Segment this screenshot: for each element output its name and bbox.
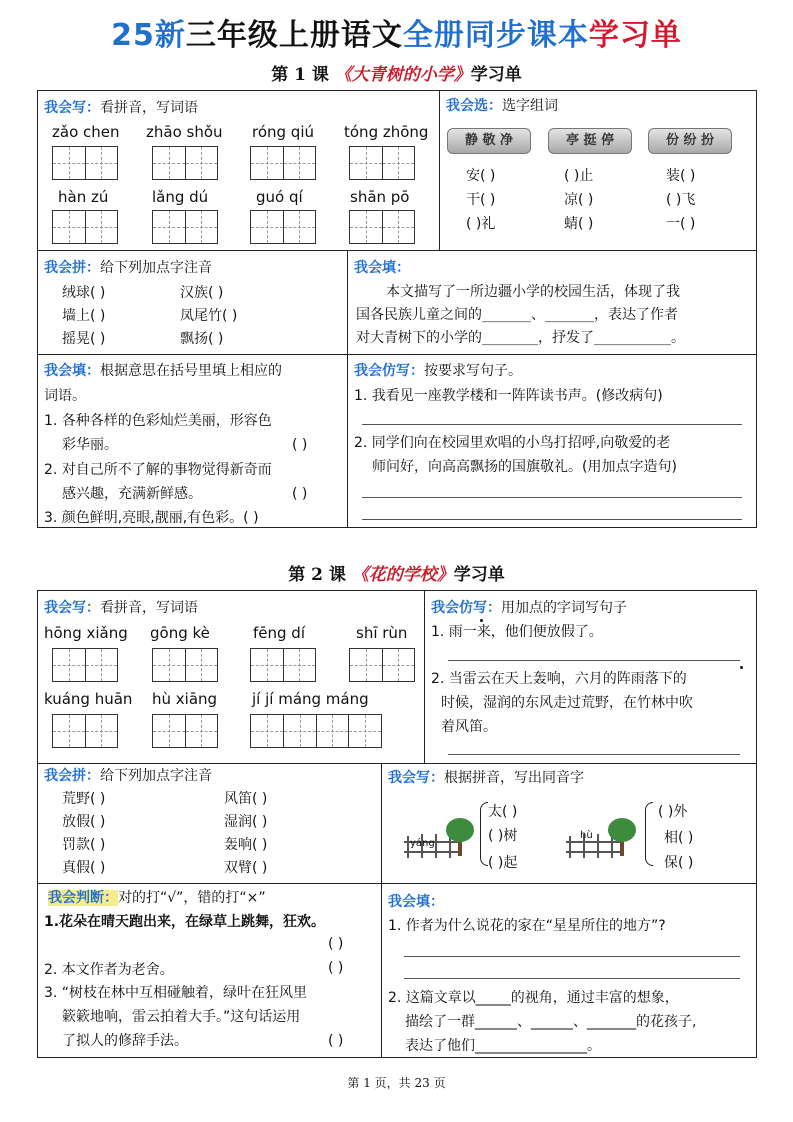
fill2-q1-cont: 彩华丽。	[62, 437, 118, 453]
lesson2-write-label: 我会写：	[44, 600, 100, 616]
lesson1-choose-heading	[446, 96, 558, 116]
homophone-item[interactable]: 太( )	[488, 804, 518, 820]
spell-item[interactable]: 湿润( )	[224, 814, 268, 830]
writing-grid[interactable]	[52, 714, 118, 748]
pinyin-guoqi: guó qí	[256, 188, 303, 206]
spell-item[interactable]: 荒野( )	[62, 791, 106, 807]
pinyin-huxiang: hù xiāng	[152, 690, 218, 708]
fill2-q1-answer[interactable]: ( )	[292, 437, 308, 453]
fill2-instruction-cont: 词语。	[44, 388, 86, 404]
answer-line[interactable]	[362, 519, 742, 520]
lesson2-fill-label: 我会填：	[388, 894, 444, 910]
lesson1-fill-label: 我会填：	[354, 260, 410, 276]
lesson1-spell-heading	[44, 258, 212, 278]
l2-imitate-q2-cont: 时候，湿润的东风走过荒野，在竹林中吹	[441, 695, 693, 711]
lesson2-title	[0, 560, 793, 585]
writing-grid[interactable]	[152, 714, 218, 748]
pinyin-langdu: lǎng dú	[152, 188, 209, 206]
lesson1-imitate-label: 我会仿写：	[354, 363, 424, 379]
homophone-item[interactable]: 相( )	[664, 830, 694, 846]
answer-line[interactable]	[404, 956, 740, 957]
choose-item[interactable]: 凉( )	[564, 192, 594, 208]
homophone-item[interactable]: ( )外	[658, 804, 688, 820]
writing-grid[interactable]	[349, 210, 415, 244]
writing-grid[interactable]	[250, 714, 382, 748]
lesson2-title-suffix: 学习单	[453, 565, 505, 585]
lesson2-write-heading	[44, 598, 198, 618]
writing-grid[interactable]	[250, 648, 316, 682]
lesson2-homophone-heading	[388, 768, 584, 788]
choose-item[interactable]: ( )飞	[666, 192, 696, 208]
fill2-q2-cont: 感兴趣，充满新鲜感。	[62, 486, 202, 502]
l2-fill-q2-cont[interactable]: 描绘了一群______、______、_______的花孩子,	[405, 1014, 697, 1030]
l2-fill-q2-cont2[interactable]: 表达了他们________________。	[405, 1038, 601, 1054]
sign-hu: hù	[580, 830, 593, 841]
writing-grid[interactable]	[250, 146, 316, 180]
lesson2-write-instruction: 看拼音，写词语	[100, 600, 198, 616]
lesson1-spell-instruction: 给下列加点字注音	[100, 260, 212, 276]
lesson1-fill-heading	[354, 258, 410, 278]
lesson2-divider-1	[37, 763, 757, 764]
pinyin-jijimangmang: jí jí máng máng	[252, 690, 369, 708]
title-part-2: 三年级上册语文	[185, 18, 403, 53]
l2-imitate-q1: 1. 雨一来，他们便放假了。	[431, 624, 603, 640]
pinyin-kuanghuan: kuáng huān	[44, 690, 133, 708]
emphasis-dot	[740, 666, 743, 669]
choose-item[interactable]: ( )礼	[466, 216, 496, 232]
pinyin-zhaoshou: zhāo shǒu	[146, 123, 223, 141]
spell-item[interactable]: 风笛( )	[224, 791, 268, 807]
choose-item[interactable]: 安( )	[466, 168, 496, 184]
sign-yang: yáng	[410, 838, 435, 849]
lesson1-fill2-instruction: 根据意思在括号里填上相应的	[100, 363, 282, 379]
l2-imitate-q2-cont2: 着风笛。	[441, 719, 497, 735]
spell-item[interactable]: 飘扬( )	[180, 331, 224, 347]
lesson1-title	[0, 60, 793, 85]
lesson2-spell-label: 我会拼：	[44, 768, 100, 784]
spell-item[interactable]: 墙上( )	[62, 308, 106, 324]
lesson1-choose-instruction: 选字组词	[502, 98, 558, 114]
writing-grid[interactable]	[52, 146, 118, 180]
l2-fill-q2[interactable]: 2. 这篇文章以_____的视角，通过丰富的想象，	[388, 990, 679, 1006]
pinyin-gongke: gōng kè	[150, 624, 210, 642]
imitate-q2: 2. 同学们向在校园里欢唱的小鸟打招呼,向敬爱的老	[354, 435, 671, 451]
pinyin-rongqiu: róng qiú	[252, 123, 315, 141]
fill2-q3[interactable]: 3. 颜色鲜明,亮眼,靓丽,有色彩。( )	[44, 510, 259, 526]
lesson1-write-heading	[44, 98, 198, 118]
left-brace	[480, 802, 488, 866]
title-part-1: 25新	[111, 18, 186, 53]
fence-tree-icon	[562, 812, 644, 860]
lesson2-vdivider-1	[424, 590, 425, 764]
judge-q3-cont2: 了拟人的修辞手法。	[62, 1033, 188, 1049]
lesson2-judge-instruction: 对的打“√”，错的打“×”	[118, 890, 266, 906]
lesson1-write-label: 我会写：	[44, 100, 100, 116]
emphasis-dot	[480, 619, 483, 622]
title-part-3: 全册同步课本	[402, 18, 589, 53]
fill2-q2-answer[interactable]: ( )	[292, 486, 308, 502]
lesson2-judge-heading	[48, 888, 266, 908]
fill2-q2: 2. 对自己所不了解的事物觉得新奇而	[44, 462, 272, 478]
writing-grid[interactable]	[349, 146, 415, 180]
page-title	[0, 10, 793, 54]
left-brace	[645, 802, 653, 866]
pinyin-zaochen: zǎo chen	[52, 123, 120, 141]
writing-grid[interactable]	[52, 210, 118, 244]
choose-item[interactable]: 干( )	[466, 192, 496, 208]
spell-item[interactable]: 轰响( )	[224, 837, 268, 853]
homophone-item[interactable]: ( )树	[488, 828, 518, 844]
homophone-item[interactable]: 保( )	[664, 855, 694, 871]
lesson1-imitate-heading	[354, 361, 522, 381]
lesson1-title-name: 《大青树的小学》	[334, 65, 471, 85]
imitate-q2-cont: 师问好，向高高飘扬的国旗敬礼。(用加点字造句)	[372, 459, 677, 475]
spell-item[interactable]: 摇晃( )	[62, 331, 106, 347]
fill-line[interactable]: 国各民族儿童之间的_______、_______，表达了作者	[356, 307, 678, 323]
judge-q3: 3. “树枝在林中互相碰触着，绿叶在狂风里	[44, 985, 308, 1001]
pinyin-hongxiang: hōng xiǎng	[44, 624, 128, 642]
spell-item[interactable]: 双臂( )	[224, 860, 268, 876]
lesson2-imitate-heading	[431, 598, 627, 618]
lesson2-homophone-instruction: 根据拼音，写出同音字	[444, 770, 584, 786]
writing-grid[interactable]	[52, 648, 118, 682]
fill-line: 本文描写了一所边疆小学的校园生活，体现了我	[386, 284, 680, 300]
answer-line[interactable]	[448, 754, 740, 755]
lesson2-fill-heading	[388, 892, 444, 912]
lesson1-choose-label: 我会选：	[446, 98, 502, 114]
spell-item[interactable]: 放假( )	[62, 814, 106, 830]
lesson1-divider-1	[37, 250, 757, 251]
lesson1-divider-2	[37, 354, 757, 355]
choose-item[interactable]: ( )止	[564, 168, 594, 184]
judge-q1: 1.花朵在晴天跑出来，在绿草上跳舞，狂欢。	[44, 914, 326, 930]
l2-fill-q1: 1. 作者为什么说花的家在“星星所住的地方”?	[388, 918, 666, 934]
lesson1-title-prefix: 第 1 课	[271, 65, 335, 85]
lesson2-vdivider-3	[381, 883, 382, 1058]
spell-item[interactable]: 汉族( )	[180, 285, 224, 301]
spell-item[interactable]: 绒球( )	[62, 285, 106, 301]
char-group-fen: 份 纷 扮	[648, 128, 732, 154]
writing-grid[interactable]	[349, 648, 415, 682]
lesson2-spell-heading	[44, 766, 212, 786]
lesson2-judge-label: 我会判断：	[48, 890, 118, 906]
char-group-ting: 亭 挺 停	[548, 128, 632, 154]
judge-q3-cont: 簌簌地响，雷云拍着大手。”这句话运用	[62, 1009, 301, 1025]
lesson2-title-prefix: 第 2 课	[288, 565, 352, 585]
lesson2-imitate-instruction: 用加点的字词写句子	[501, 600, 627, 616]
fill2-q1: 1. 各种各样的色彩灿烂美丽，形容色	[44, 413, 272, 429]
lesson1-vdivider-1	[439, 90, 440, 251]
pinyin-shanpo: shān pō	[350, 188, 410, 206]
pinyin-shirun: shī rùn	[356, 624, 408, 642]
spell-item[interactable]: 真假( )	[62, 860, 106, 876]
judge-q2-answer[interactable]: ( )	[328, 960, 344, 976]
char-group-jing: 静 敬 净	[447, 128, 531, 154]
lesson2-divider-2	[37, 883, 757, 884]
page-footer: 第 1 页，共 23 页	[347, 1076, 446, 1090]
answer-line[interactable]	[404, 978, 740, 979]
choose-item[interactable]: 一( )	[666, 216, 696, 232]
lesson2-spell-instruction: 给下列加点字注音	[100, 768, 212, 784]
spell-item[interactable]: 罚款( )	[62, 837, 106, 853]
lesson1-spell-label: 我会拼：	[44, 260, 100, 276]
lesson2-imitate-label: 我会仿写：	[431, 600, 501, 616]
writing-grid[interactable]	[152, 648, 218, 682]
judge-q1-answer[interactable]: ( )	[328, 936, 344, 952]
answer-line[interactable]	[362, 424, 742, 425]
choose-item[interactable]: 蜻( )	[564, 216, 594, 232]
lesson1-title-suffix: 学习单	[470, 65, 522, 85]
homophone-item[interactable]: ( )起	[488, 855, 518, 871]
lesson1-vdivider-2	[347, 250, 348, 528]
writing-grid[interactable]	[250, 210, 316, 244]
writing-grid[interactable]	[152, 146, 218, 180]
title-part-4: 学习单	[588, 18, 682, 53]
lesson2-homophone-label: 我会写：	[388, 770, 444, 786]
judge-q2: 2. 本文作者为老舍。	[44, 962, 174, 978]
lesson1-write-instruction: 看拼音，写词语	[100, 100, 198, 116]
choose-item[interactable]: 装( )	[666, 168, 696, 184]
lesson2-vdivider-2	[381, 763, 382, 884]
l2-imitate-q2: 2. 当雷云在天上轰响，六月的阵雨落下的	[431, 671, 687, 687]
pinyin-tongzhong: tóng zhōng	[344, 123, 429, 141]
fill-line[interactable]: 对大青树下的小学的________，抒发了___________。	[356, 330, 685, 346]
pinyin-fengdi: fēng dí	[253, 624, 305, 642]
answer-line[interactable]	[448, 660, 740, 661]
lesson1-imitate-instruction: 按要求写句子。	[424, 363, 522, 379]
imitate-q1: 1. 我看见一座教学楼和一阵阵读书声。(修改病句)	[354, 388, 663, 404]
pinyin-hanzu: hàn zú	[58, 188, 109, 206]
judge-q3-answer[interactable]: ( )	[328, 1033, 344, 1049]
lesson1-fill2-heading	[44, 361, 282, 381]
spell-item[interactable]: 凤尾竹( )	[180, 308, 238, 324]
answer-line[interactable]	[362, 497, 742, 498]
lesson1-fill2-label: 我会填：	[44, 363, 100, 379]
writing-grid[interactable]	[152, 210, 218, 244]
lesson2-title-name: 《花的学校》	[351, 565, 454, 585]
